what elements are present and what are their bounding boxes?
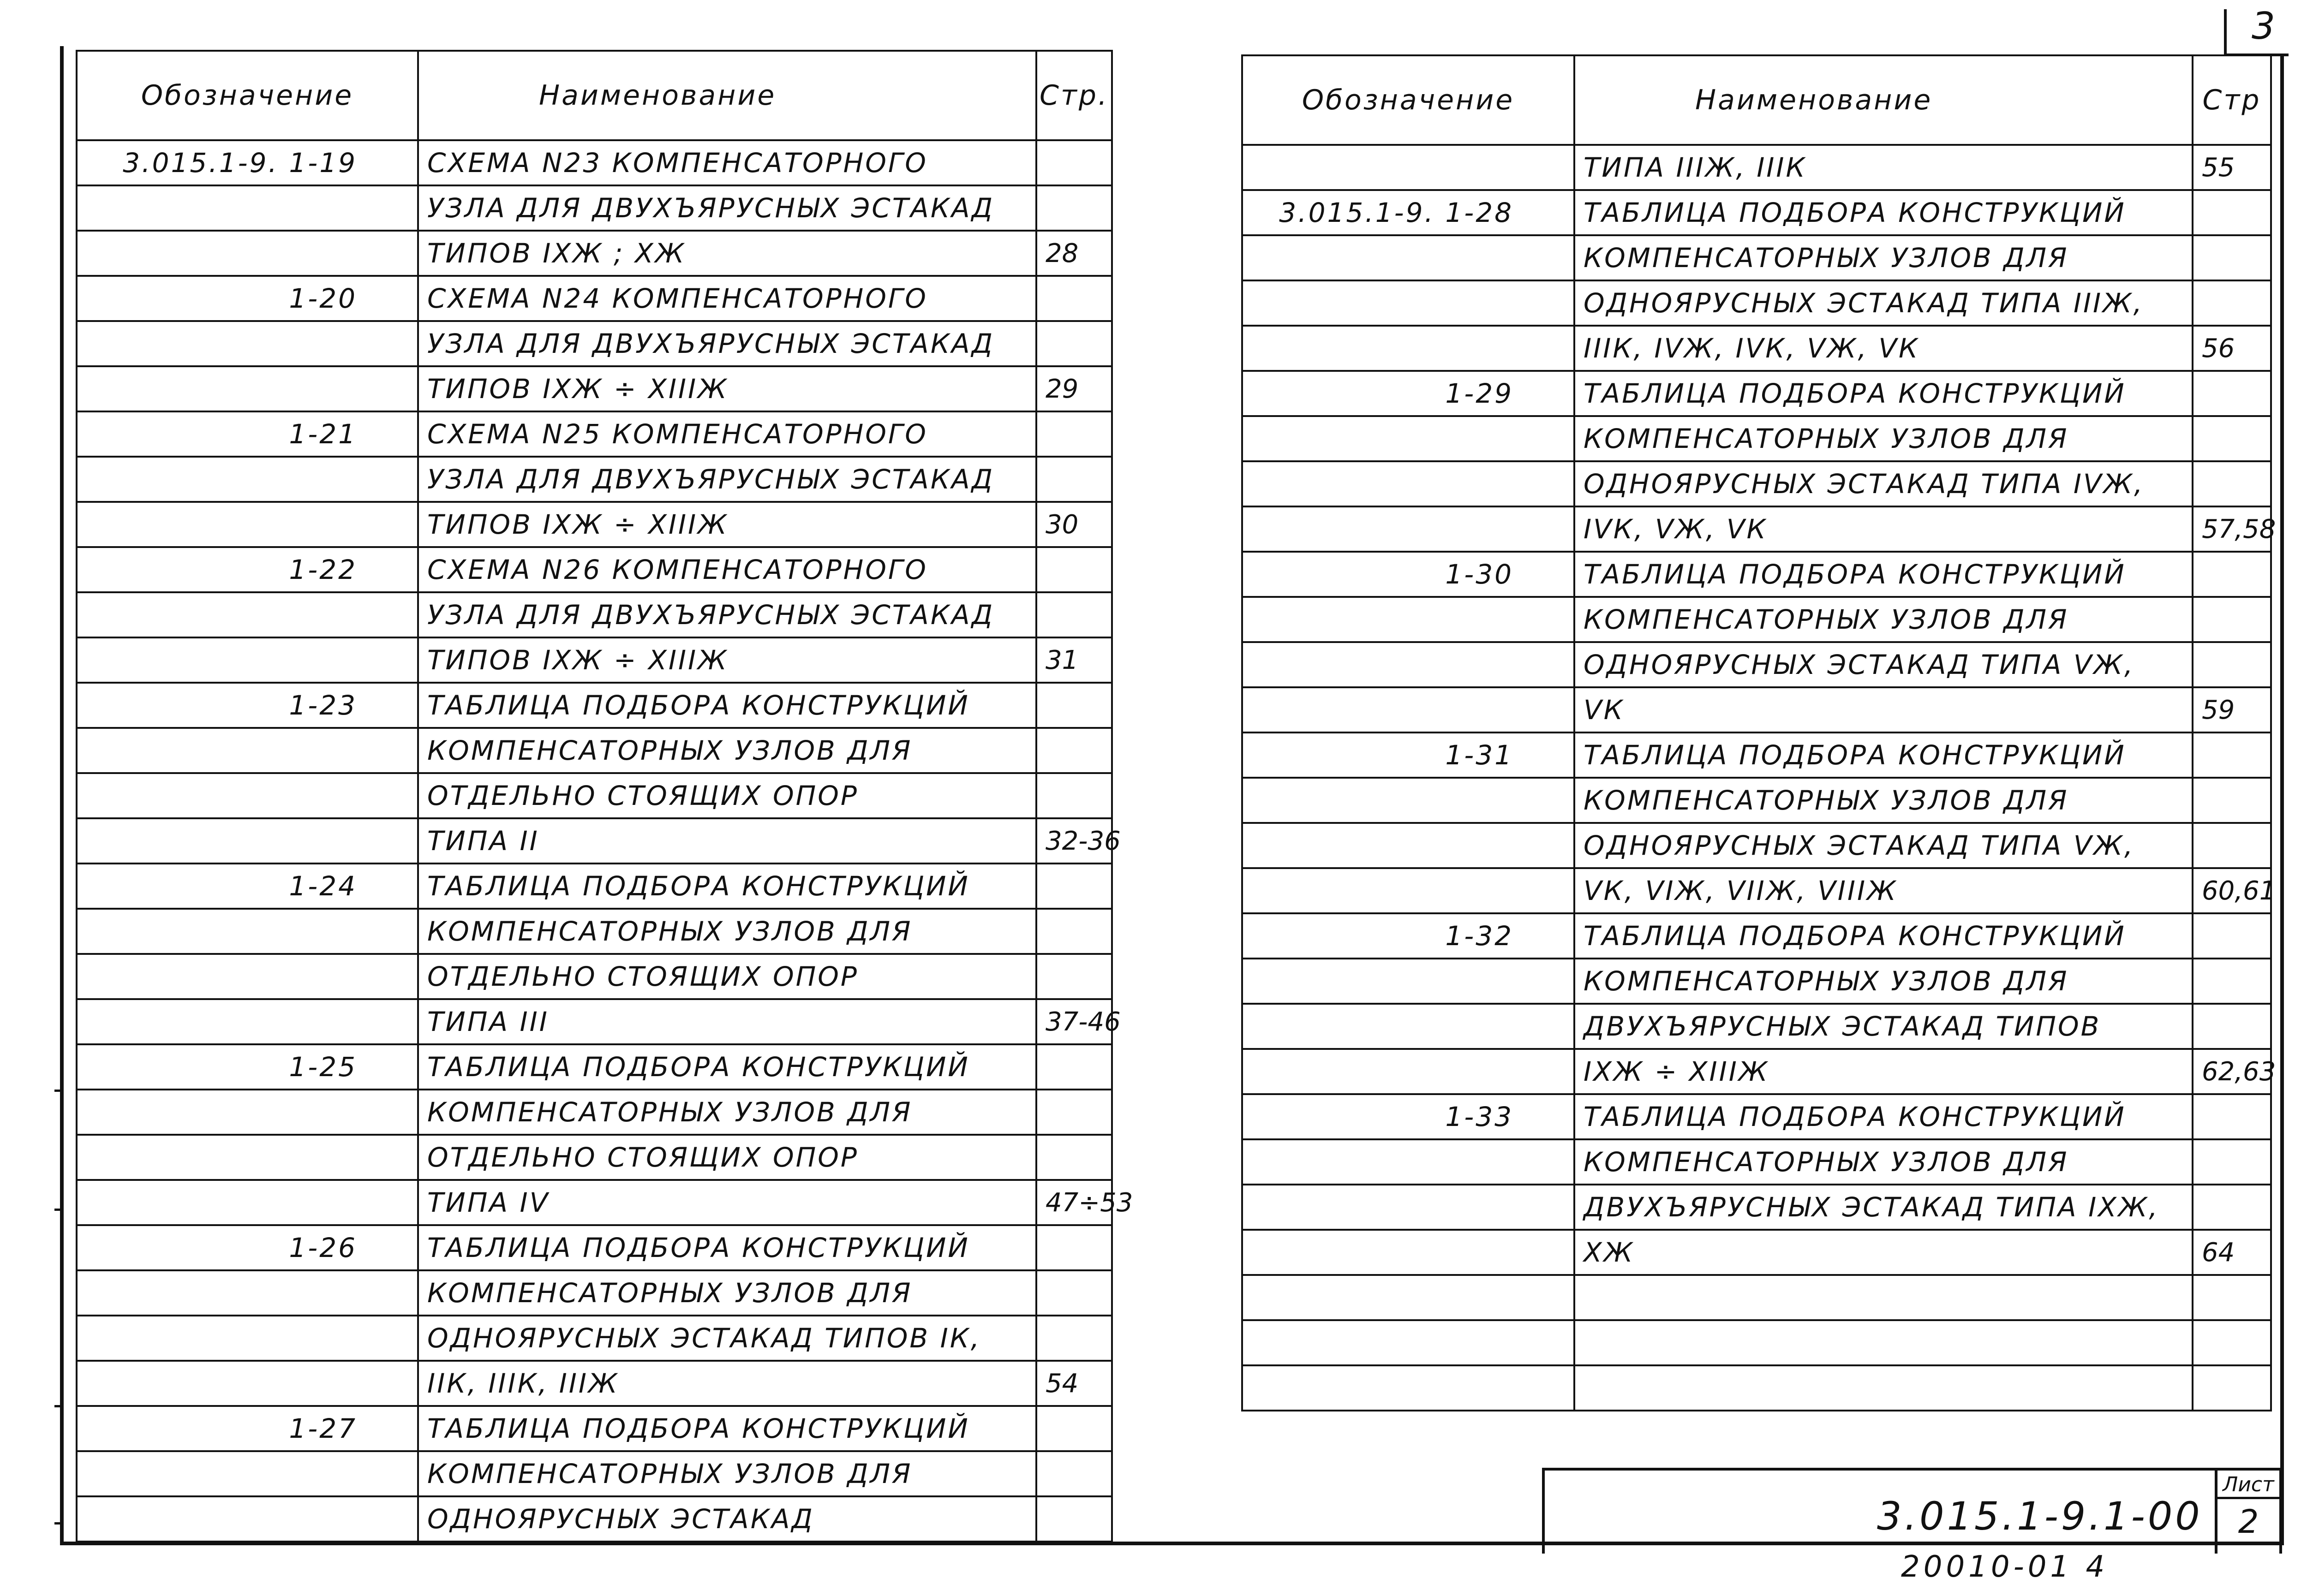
row-page: [2193, 371, 2271, 416]
table-row: [1242, 959, 2271, 1004]
row-page: [1036, 864, 1112, 909]
row-page: [2193, 913, 2271, 959]
row-name: КОМПЕНСАТОРНЫХ УЗЛОВ ДЛЯ: [418, 909, 1036, 954]
row-page: 62,63: [2193, 1049, 2271, 1094]
row-page: [2193, 597, 2271, 642]
row-name: ОДНОЯРУСНЫХ ЭСТАКАД ТИПА VЖ,: [1574, 823, 2193, 868]
row-code: [77, 773, 418, 818]
row-name: IXЖ ÷ XIIIЖ: [1574, 1049, 2193, 1094]
row-code: 3.015.1-9. 1-19: [77, 140, 418, 185]
row-code: 1-27: [77, 1406, 418, 1451]
table-row: [77, 999, 1112, 1044]
row-name: IIК, IIIК, IIIЖ: [418, 1361, 1036, 1406]
table-row: [1242, 461, 2271, 506]
header-code: Обозначение: [77, 51, 418, 140]
row-name: IVК, VЖ, VК: [1574, 506, 2193, 552]
row-code: 1-33: [1242, 1094, 1574, 1139]
header-code: Обозначение: [1242, 55, 1574, 145]
row-page: [2193, 778, 2271, 823]
title-block: [1542, 1468, 2282, 1554]
row-page: [2193, 1275, 2271, 1320]
row-code: 1-22: [77, 547, 418, 592]
row-page: [1036, 1496, 1112, 1542]
row-name: КОМПЕНСАТОРНЫХ УЗЛОВ ДЛЯ: [418, 1451, 1036, 1496]
row-page: [1036, 1406, 1112, 1451]
table-row: [77, 231, 1112, 276]
row-name: VК, VIЖ, VIIЖ, VIIIЖ: [1574, 868, 2193, 913]
row-code: [77, 1496, 418, 1542]
header-name: Наименование: [1574, 55, 2193, 145]
row-name: ТАБЛИЦА ПОДБОРА КОНСТРУКЦИЙ: [418, 1225, 1036, 1270]
margin-tick: [54, 1090, 64, 1092]
table-row: [1242, 1185, 2271, 1230]
row-code: [1242, 1049, 1574, 1094]
table-row: [1242, 190, 2271, 235]
row-name: ОДНОЯРУСНЫХ ЭСТАКАД ТИПА VЖ,: [1574, 642, 2193, 687]
row-page: [2193, 1139, 2271, 1185]
row-code: 1-24: [77, 864, 418, 909]
row-page: 29: [1036, 366, 1112, 411]
row-page: 57,58: [2193, 506, 2271, 552]
row-page: [1036, 773, 1112, 818]
table-row: [1242, 552, 2271, 597]
table-row: [1242, 913, 2271, 959]
row-code: [1242, 1275, 1574, 1320]
sheet-cell: [2215, 1471, 2279, 1554]
table-row: [1242, 280, 2271, 326]
table-row: [77, 592, 1112, 637]
document-code: 3.015.1-9.1-00: [1877, 1494, 2203, 1539]
row-code: [1242, 687, 1574, 732]
row-code: [1242, 326, 1574, 371]
row-name: ОДНОЯРУСНЫХ ЭСТАКАД: [418, 1496, 1036, 1542]
row-name: ТАБЛИЦА ПОДБОРА КОНСТРУКЦИЙ: [1574, 371, 2193, 416]
row-name: ТАБЛИЦА ПОДБОРА КОНСТРУКЦИЙ: [1574, 190, 2193, 235]
row-page: [1036, 1044, 1112, 1090]
frame-left-edge: [60, 46, 64, 1545]
row-code: 1-25: [77, 1044, 418, 1090]
row-code: [77, 1270, 418, 1316]
row-code: [77, 1451, 418, 1496]
row-name: КОМПЕНСАТОРНЫХ УЗЛОВ ДЛЯ: [418, 728, 1036, 773]
header-page: Стр.: [1036, 51, 1112, 140]
row-code: 1-30: [1242, 552, 1574, 597]
row-name: КОМПЕНСАТОРНЫХ УЗЛОВ ДЛЯ: [1574, 959, 2193, 1004]
row-name: ТАБЛИЦА ПОДБОРА КОНСТРУКЦИЙ: [418, 1406, 1036, 1451]
row-code: [1242, 1185, 1574, 1230]
row-page: [2193, 190, 2271, 235]
margin-tick: [54, 1209, 64, 1211]
row-page: 55: [2193, 145, 2271, 190]
row-name: ТАБЛИЦА ПОДБОРА КОНСТРУКЦИЙ: [418, 1044, 1036, 1090]
corner-frame-line: [2224, 9, 2227, 55]
table-row: [77, 1090, 1112, 1135]
contents-table-right: [1241, 54, 2276, 1411]
row-name: ТАБЛИЦА ПОДБОРА КОНСТРУКЦИЙ: [1574, 1094, 2193, 1139]
row-name: ТАБЛИЦА ПОДБОРА КОНСТРУКЦИЙ: [1574, 913, 2193, 959]
row-page: [2193, 416, 2271, 461]
row-page: [2193, 1004, 2271, 1049]
row-page: [2193, 642, 2271, 687]
table-row: [1242, 235, 2271, 280]
row-name: СХЕМА N26 КОМПЕНСАТОРНОГО: [418, 547, 1036, 592]
table-row: [77, 1225, 1112, 1270]
row-name: СХЕМА N24 КОМПЕНСАТОРНОГО: [418, 276, 1036, 321]
row-code: [1242, 1139, 1574, 1185]
row-page: [1036, 728, 1112, 773]
row-name: УЗЛА ДЛЯ ДВУХЪЯРУСНЫХ ЭСТАКАД: [418, 592, 1036, 637]
table-row: [77, 683, 1112, 728]
row-page: [1036, 411, 1112, 457]
row-code: [77, 1090, 418, 1135]
table-row: [1242, 145, 2271, 190]
row-name: XЖ: [1574, 1230, 2193, 1275]
row-page: 28: [1036, 231, 1112, 276]
table-row: [77, 1270, 1112, 1316]
table-row: [77, 773, 1112, 818]
row-code: 3.015.1-9. 1-28: [1242, 190, 1574, 235]
row-name: [1574, 1365, 2193, 1411]
row-name: КОМПЕНСАТОРНЫХ УЗЛОВ ДЛЯ: [1574, 1139, 2193, 1185]
row-code: [77, 728, 418, 773]
table-row: [1242, 1320, 2271, 1365]
table-row: [1242, 326, 2271, 371]
table-row: [77, 728, 1112, 773]
sheet-label: Лист: [2217, 1471, 2279, 1499]
row-name: УЗЛА ДЛЯ ДВУХЪЯРУСНЫХ ЭСТАКАД: [418, 321, 1036, 366]
row-code: 1-20: [77, 276, 418, 321]
table-row: [1242, 1275, 2271, 1320]
row-page: [2193, 280, 2271, 326]
row-page: [1036, 954, 1112, 999]
row-name: ТИПОВ IXЖ ; XЖ: [418, 231, 1036, 276]
row-name: ДВУХЪЯРУСНЫХ ЭСТАКАД ТИПА IXЖ,: [1574, 1185, 2193, 1230]
row-code: [77, 321, 418, 366]
row-code: [77, 1316, 418, 1361]
row-name: СХЕМА N25 КОМПЕНСАТОРНОГО: [418, 411, 1036, 457]
row-page: 56: [2193, 326, 2271, 371]
row-page: 54: [1036, 1361, 1112, 1406]
row-page: [1036, 321, 1112, 366]
row-code: [1242, 235, 1574, 280]
row-page: 37-46: [1036, 999, 1112, 1044]
row-name: [1574, 1320, 2193, 1365]
row-code: [1242, 280, 1574, 326]
header-name: Наименование: [418, 51, 1036, 140]
row-name: ОТДЕЛЬНО СТОЯЩИХ ОПОР: [418, 773, 1036, 818]
table-row: [77, 502, 1112, 547]
row-name: IIIК, IVЖ, IVК, VЖ, VК: [1574, 326, 2193, 371]
table-row: [77, 1044, 1112, 1090]
row-code: [1242, 1320, 1574, 1365]
row-code: [77, 1180, 418, 1225]
row-page: 64: [2193, 1230, 2271, 1275]
row-page: [2193, 552, 2271, 597]
row-code: [77, 366, 418, 411]
table-row: [1242, 1094, 2271, 1139]
table-row: [1242, 416, 2271, 461]
row-name: ТАБЛИЦА ПОДБОРА КОНСТРУКЦИЙ: [418, 683, 1036, 728]
table-row: [1242, 732, 2271, 778]
table-row: [77, 1316, 1112, 1361]
row-page: 30: [1036, 502, 1112, 547]
row-page: [2193, 823, 2271, 868]
row-name: КОМПЕНСАТОРНЫХ УЗЛОВ ДЛЯ: [1574, 778, 2193, 823]
row-page: [2193, 461, 2271, 506]
table-row: [77, 276, 1112, 321]
row-name: ОТДЕЛЬНО СТОЯЩИХ ОПОР: [418, 1135, 1036, 1180]
row-code: [1242, 868, 1574, 913]
row-name: ТИПОВ IXЖ ÷ XIIIЖ: [418, 637, 1036, 683]
row-page: [1036, 140, 1112, 185]
row-code: [1242, 642, 1574, 687]
row-code: [77, 1361, 418, 1406]
row-code: [77, 1135, 418, 1180]
row-name: ТИПА IIIЖ, IIIК: [1574, 145, 2193, 190]
row-code: [77, 231, 418, 276]
row-code: [77, 818, 418, 864]
row-page: [1036, 1270, 1112, 1316]
table-row: [1242, 1049, 2271, 1094]
row-name: ОДНОЯРУСНЫХ ЭСТАКАД ТИПОВ IК,: [418, 1316, 1036, 1361]
table-row: [1242, 823, 2271, 868]
row-page: [2193, 1094, 2271, 1139]
row-name: КОМПЕНСАТОРНЫХ УЗЛОВ ДЛЯ: [1574, 416, 2193, 461]
row-code: [1242, 823, 1574, 868]
table-row: [1242, 597, 2271, 642]
row-code: [1242, 416, 1574, 461]
table-row: [1242, 1230, 2271, 1275]
row-name: ТИПА II: [418, 818, 1036, 864]
row-page: [1036, 1135, 1112, 1180]
row-code: 1-23: [77, 683, 418, 728]
margin-tick: [54, 1405, 64, 1407]
row-code: [77, 185, 418, 231]
row-page: [1036, 1316, 1112, 1361]
row-page: 31: [1036, 637, 1112, 683]
table-row: [77, 547, 1112, 592]
row-name: [1574, 1275, 2193, 1320]
row-code: [1242, 506, 1574, 552]
row-code: [77, 909, 418, 954]
row-name: ТАБЛИЦА ПОДБОРА КОНСТРУКЦИЙ: [1574, 552, 2193, 597]
row-name: ДВУХЪЯРУСНЫХ ЭСТАКАД ТИПОВ: [1574, 1004, 2193, 1049]
row-code: 1-21: [77, 411, 418, 457]
table-row: [1242, 1365, 2271, 1411]
contents-table-left: [76, 50, 1133, 1542]
row-page: [1036, 1225, 1112, 1270]
row-page: [1036, 457, 1112, 502]
row-code: 1-26: [77, 1225, 418, 1270]
row-name: ТАБЛИЦА ПОДБОРА КОНСТРУКЦИЙ: [418, 864, 1036, 909]
row-name: КОМПЕНСАТОРНЫХ УЗЛОВ ДЛЯ: [1574, 235, 2193, 280]
row-name: КОМПЕНСАТОРНЫХ УЗЛОВ ДЛЯ: [418, 1270, 1036, 1316]
table-row: [1242, 1139, 2271, 1185]
row-code: [1242, 778, 1574, 823]
row-name: ТАБЛИЦА ПОДБОРА КОНСТРУКЦИЙ: [1574, 732, 2193, 778]
row-code: 1-31: [1242, 732, 1574, 778]
header-page: Стр: [2193, 55, 2271, 145]
table-row: [1242, 687, 2271, 732]
table-row: [77, 411, 1112, 457]
table-row: [77, 909, 1112, 954]
table-row: [1242, 642, 2271, 687]
row-page: 60,61: [2193, 868, 2271, 913]
margin-tick: [54, 1522, 64, 1525]
row-code: [1242, 1004, 1574, 1049]
table-row: [77, 1180, 1112, 1225]
row-name: УЗЛА ДЛЯ ДВУХЪЯРУСНЫХ ЭСТАКАД: [418, 185, 1036, 231]
row-code: [1242, 145, 1574, 190]
row-code: 1-32: [1242, 913, 1574, 959]
row-code: [77, 502, 418, 547]
table-row: [77, 637, 1112, 683]
row-page: [1036, 547, 1112, 592]
row-code: [77, 592, 418, 637]
row-name: СХЕМА N23 КОМПЕНСАТОРНОГО: [418, 140, 1036, 185]
table-row: [1242, 506, 2271, 552]
row-page: [1036, 185, 1112, 231]
row-code: [77, 954, 418, 999]
row-page: [1036, 592, 1112, 637]
row-name: КОМПЕНСАТОРНЫХ УЗЛОВ ДЛЯ: [1574, 597, 2193, 642]
row-code: [77, 999, 418, 1044]
row-name: ТИПОВ IXЖ ÷ XIIIЖ: [418, 366, 1036, 411]
row-page: [1036, 683, 1112, 728]
row-name: ОТДЕЛЬНО СТОЯЩИХ ОПОР: [418, 954, 1036, 999]
table-row: [77, 1406, 1112, 1451]
row-code: [1242, 1230, 1574, 1275]
row-name: ОДНОЯРУСНЫХ ЭСТАКАД ТИПА IIIЖ,: [1574, 280, 2193, 326]
row-page: 32-36: [1036, 818, 1112, 864]
row-page: [2193, 1320, 2271, 1365]
row-page: [2193, 1185, 2271, 1230]
row-code: [1242, 461, 1574, 506]
table-row: [77, 366, 1112, 411]
table-row: [77, 864, 1112, 909]
row-page: [1036, 1090, 1112, 1135]
row-page: 47÷53: [1036, 1180, 1112, 1225]
table-row: [77, 185, 1112, 231]
inventory-stamp: 20010-01 4: [1901, 1550, 2109, 1584]
row-code: [77, 457, 418, 502]
table-row: [1242, 778, 2271, 823]
table-row: [77, 818, 1112, 864]
sheet-number: 2: [2238, 1503, 2259, 1541]
table-row: [77, 1135, 1112, 1180]
row-page: [2193, 959, 2271, 1004]
row-page: [2193, 732, 2271, 778]
table-row: [77, 140, 1112, 185]
row-code: [1242, 959, 1574, 1004]
row-page: [2193, 235, 2271, 280]
frame-right-edge: [2280, 55, 2284, 1545]
row-code: [77, 637, 418, 683]
row-page: [2193, 1365, 2271, 1411]
row-page: [1036, 1451, 1112, 1496]
row-name: VК: [1574, 687, 2193, 732]
table-row: [1242, 868, 2271, 913]
row-name: ТИПА III: [418, 999, 1036, 1044]
table-row: [77, 954, 1112, 999]
row-page: [1036, 276, 1112, 321]
table-row: [77, 1361, 1112, 1406]
table-row: [77, 1451, 1112, 1496]
row-name: КОМПЕНСАТОРНЫХ УЗЛОВ ДЛЯ: [418, 1090, 1036, 1135]
row-page: 59: [2193, 687, 2271, 732]
row-page: [1036, 909, 1112, 954]
row-code: [1242, 597, 1574, 642]
row-name: ТИПОВ IXЖ ÷ XIIIЖ: [418, 502, 1036, 547]
row-code: [1242, 1365, 1574, 1411]
table-row: [77, 321, 1112, 366]
table-row: [77, 1496, 1112, 1542]
table-row: [1242, 1004, 2271, 1049]
row-name: ОДНОЯРУСНЫХ ЭСТАКАД ТИПА IVЖ,: [1574, 461, 2193, 506]
row-name: ТИПА IV: [418, 1180, 1036, 1225]
row-code: 1-29: [1242, 371, 1574, 416]
table-row: [1242, 371, 2271, 416]
page-number: 3: [2252, 5, 2275, 48]
table-row: [77, 457, 1112, 502]
row-name: УЗЛА ДЛЯ ДВУХЪЯРУСНЫХ ЭСТАКАД: [418, 457, 1036, 502]
